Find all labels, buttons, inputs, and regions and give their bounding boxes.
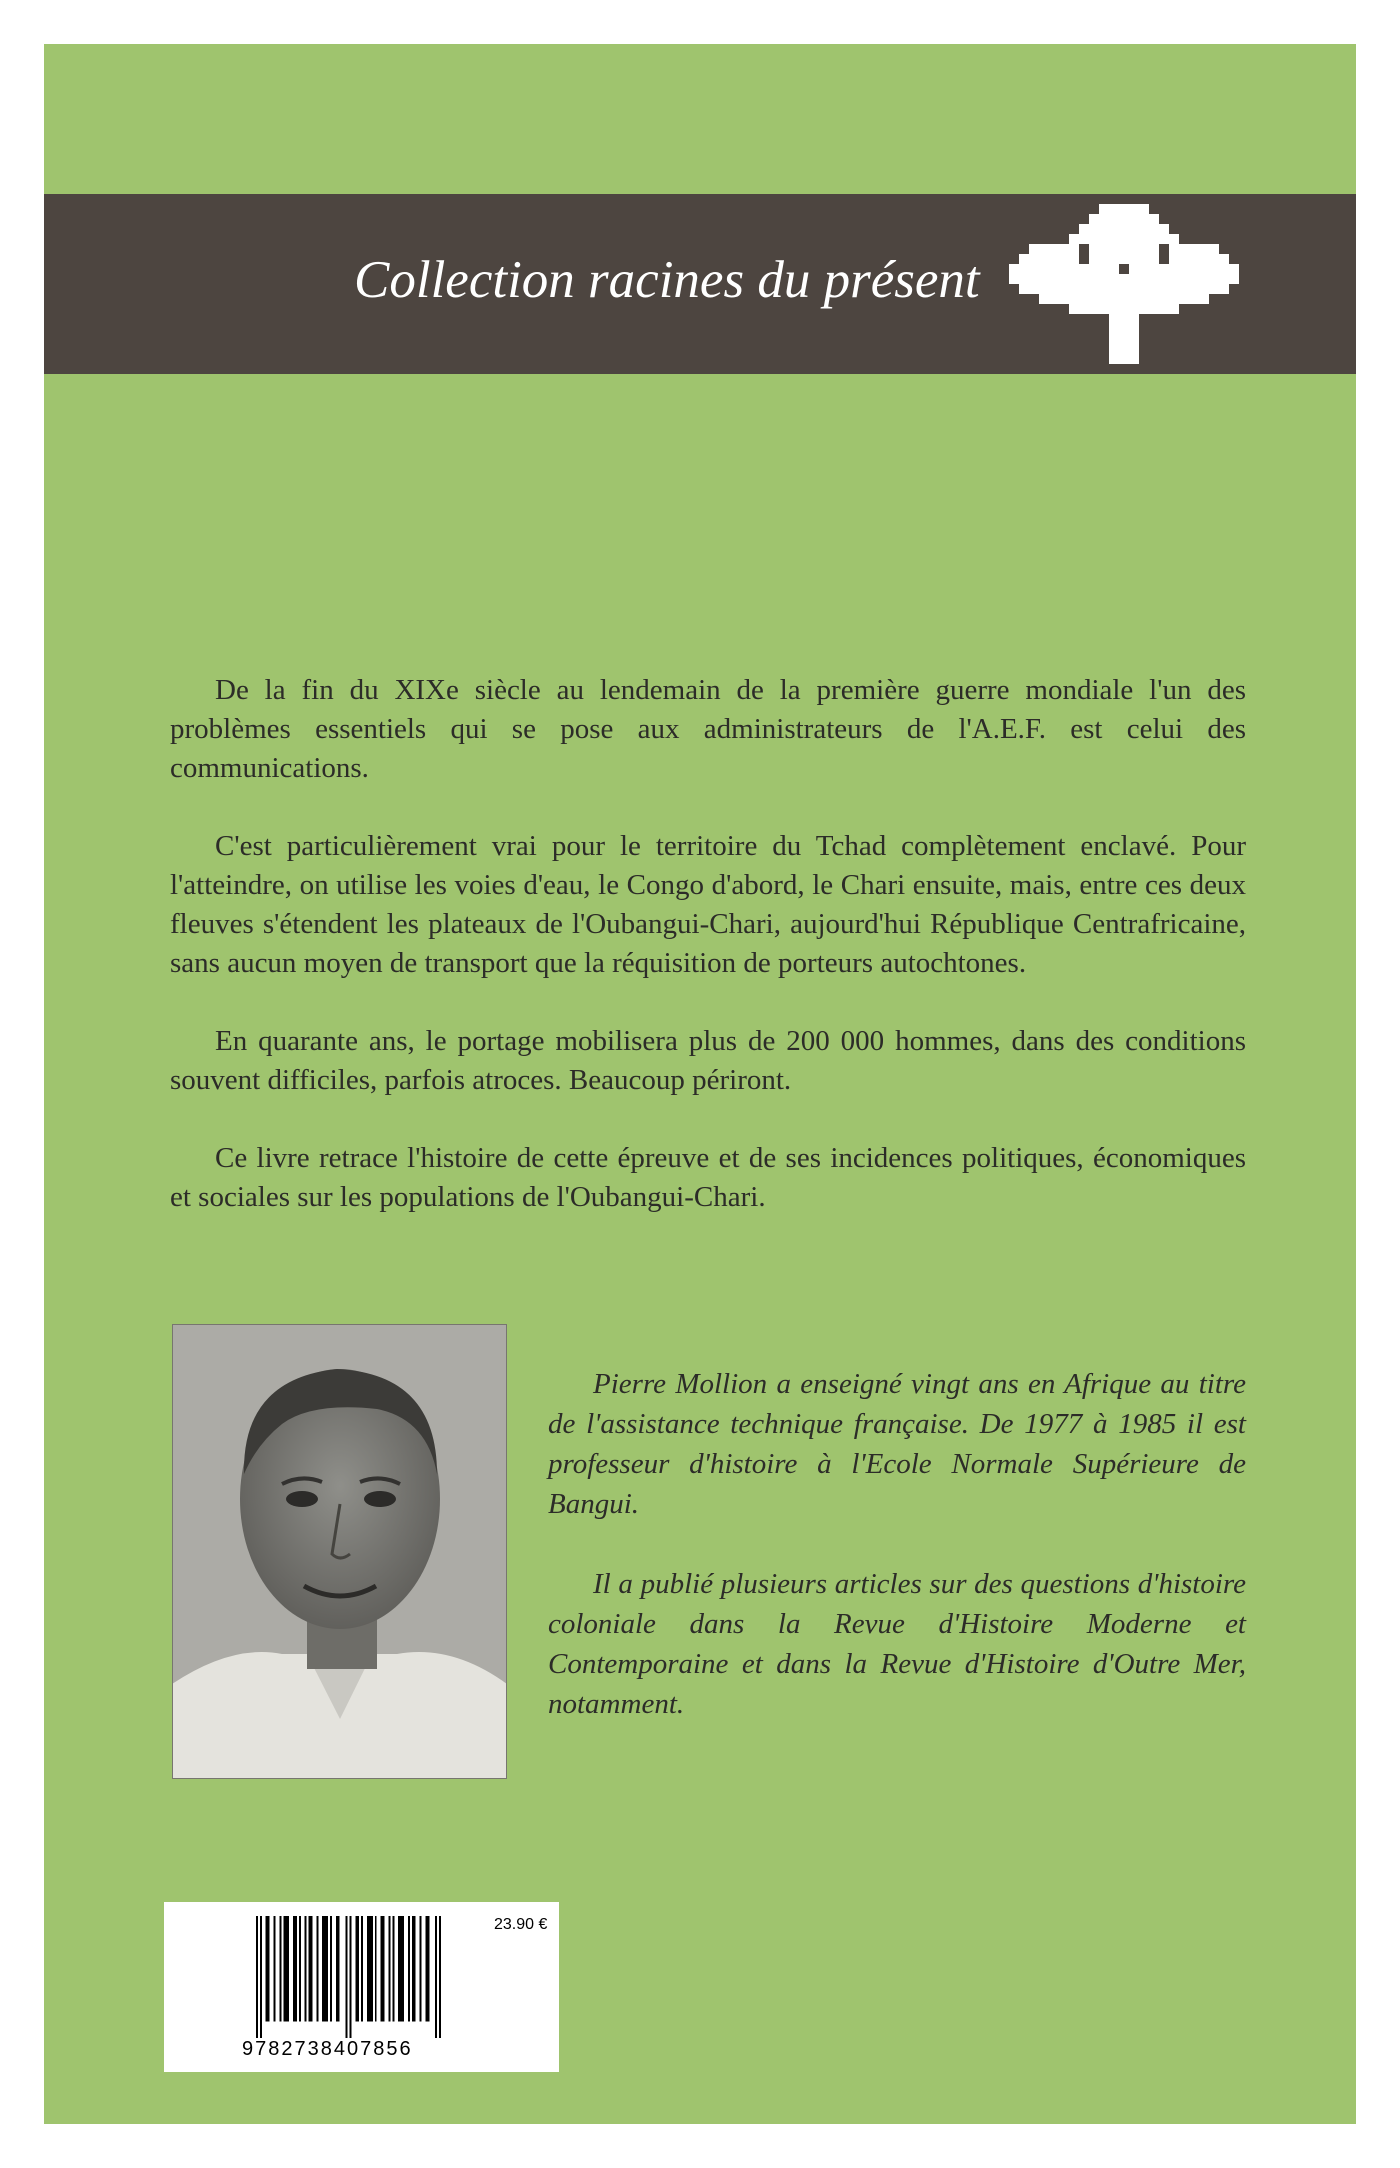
bio-paragraph: Pierre Mollion a enseigné vingt ans en Afrique au titre de l'assistance technique française. De 1977 à 1985 il est professeur d'histoire à l'Ecole Normale Supérieure de Bangui. <box>548 1368 1246 1520</box>
isbn-barcode <box>256 1916 441 2038</box>
summary-paragraph: C'est particulièrement vrai pour le territoire du Tchad complètement enclavé. Pour l'atteindre, on utilise les voies d'eau, le Congo d'abord, le Chari ensuite, mais, entre ces deux fleuves s'étendent les plateaux de l'Oubangui-Chari, aujourd'hui République Centrafricaine, sans aucun moyen de transport que la réquisition de porteurs autochtones. <box>170 830 1246 979</box>
back-cover <box>44 44 1356 2124</box>
summary-paragraph: Ce livre retrace l'histoire de cette épreuve et de ses incidences politiques, économiques et sociales sur les populations de l'Oubangui-Chari. <box>170 1142 1246 1213</box>
pixel-mask-icon <box>1009 204 1239 364</box>
isbn-number: 9782738407856 <box>242 2038 413 2060</box>
author-bio <box>548 1364 1246 1764</box>
summary-text <box>170 671 1246 1256</box>
collection-title: Collection racines du présent <box>354 251 980 309</box>
price: 23.90 € <box>494 1916 548 1933</box>
barcode-label <box>164 1902 559 2072</box>
summary-paragraph: De la fin du XIXe siècle au lendemain de la première guerre mondiale l'un des problèmes essentiels qui se pose aux administrateurs de l'A.E.F. est celui des communications. <box>170 674 1246 784</box>
collection-band <box>44 194 1356 374</box>
author-portrait <box>172 1324 507 1779</box>
bio-paragraph: Il a publié plusieurs articles sur des questions d'histoire coloniale dans la Revue d'Histoire Moderne et Contemporaine et dans la Revue d'Histoire d'Outre Mer, notamment. <box>548 1568 1246 1720</box>
summary-paragraph: En quarante ans, le portage mobilisera plus de 200 000 hommes, dans des conditions souvent difficiles, parfois atroces. Beaucoup périront. <box>170 1025 1246 1096</box>
